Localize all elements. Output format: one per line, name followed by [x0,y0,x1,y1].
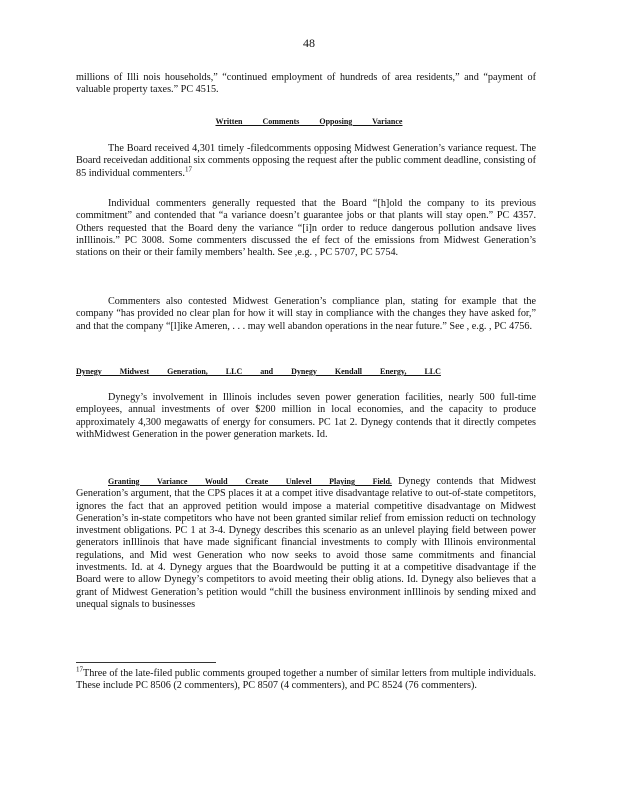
footnote-number: 17 [76,665,83,674]
footnote-reference: 17 [184,165,192,174]
page-number: 48 [303,36,315,50]
paragraph-text: The Board received 4,301 timely -filedcomments opposing Midwest Generation’s variance request. The Board receivedan additional six comments opposing the request after the public comment deadline, consisting of 85 individual commenters. [76,143,536,179]
footnote-text: Three of the late-filed public comments grouped together a number of similar letters from multiple individuals. These include PC 8506 (2 commenters), PC 8507 (4 commenters), and PC 8524 (76 commenters). [76,668,536,692]
section-heading-written-comments [0,117,618,126]
footnote-divider [76,662,216,663]
paragraph-text: Commenters also contested Midwest Generation’s compliance plan, stating for example that the company “has provided no clear plan for how it will stay in compliance with the changes they have asked for,” and that the company “[l]ike Ameren, . . . may well abandon operations in the near future.” See , e.g. , PC 4756. [76,296,536,332]
inline-heading: Granting Variance Would Create Unlevel Playing Field. [108,477,392,486]
paragraph-text: millions of Illi nois households,” “continued employment of hundreds of area residents,” and “payment of valuable property taxes.” PC 4515. [76,72,536,96]
paragraph-dynegy-involvement [76,392,536,441]
footnote-17 [76,665,536,693]
paragraph-board-received [76,143,536,180]
paragraph-unlevel-playing-field [76,476,536,611]
paragraph-individual-commenters [76,198,536,259]
paragraph-compliance-plan [76,296,536,333]
paragraph-text: Dynegy contends that Midwest Generation’s argument, that the CPS places it at a compet itive disadvantage relative to out-of-state competitors, ignores the fact that an approved petition would impose a material competitive disadvantage on Midwest Generation’s in-state competitors who have not been granted similar relief from emission reducti on technology investment obligations. PC 1 at 3-4. Dynegy describes this scenario as an unlevel playing field between power generators inIllinois that have made significant financial investments to comply with Illinois environmental regulations, and Mid west Generation who now seeks to avoid those same commitments and financial investments. Id. at 4. Dynegy argues that the Boardwould be putting it at a competitive disadvantage if the Board were to allow Dynegy’s competitors to avoid meeting their oblig ations. Id. Dynegy also believes that a grant of Midwest Generation’s petition would “chill the business environment inIllinois by sending mixed and unequal signals to businesses [76,476,536,610]
paragraph-text: Individual commenters generally requested that the Board “[h]old the company to its previous commitment” and contended that “a variance doesn’t guarantee jobs or that plants will stay open.” PC 4357. Others requested that the Board deny the variance “[i]n order to reduce dangerous pollution andsave lives inIllinois.” PC 3008. Some commenters discussed the ef fect of the emissions from Midwest Generation’s stations on their or their family members’ health. See ,e.g. , PC 5707, PC 5754. [76,198,536,259]
heading-text: Dynegy Midwest Generation, LLC and Dynegy Kendall Energy, LLC [76,367,441,376]
paragraph-text: Dynegy’s involvement in Illinois includes seven power generation facilities, nearly 500 full-time employees, annual investments of over $200 million in local economies, and the capacity to produce approximately 4,300 megawatts of energy for consumers. PC 1at 2. Dynegy contends that it directly competes withMidwest Generation in the power generation markets. Id. [76,392,536,440]
heading-text: Written Comments Opposing Variance [215,117,403,126]
paragraph-continued [76,72,536,97]
section-heading-dynegy [76,367,441,376]
